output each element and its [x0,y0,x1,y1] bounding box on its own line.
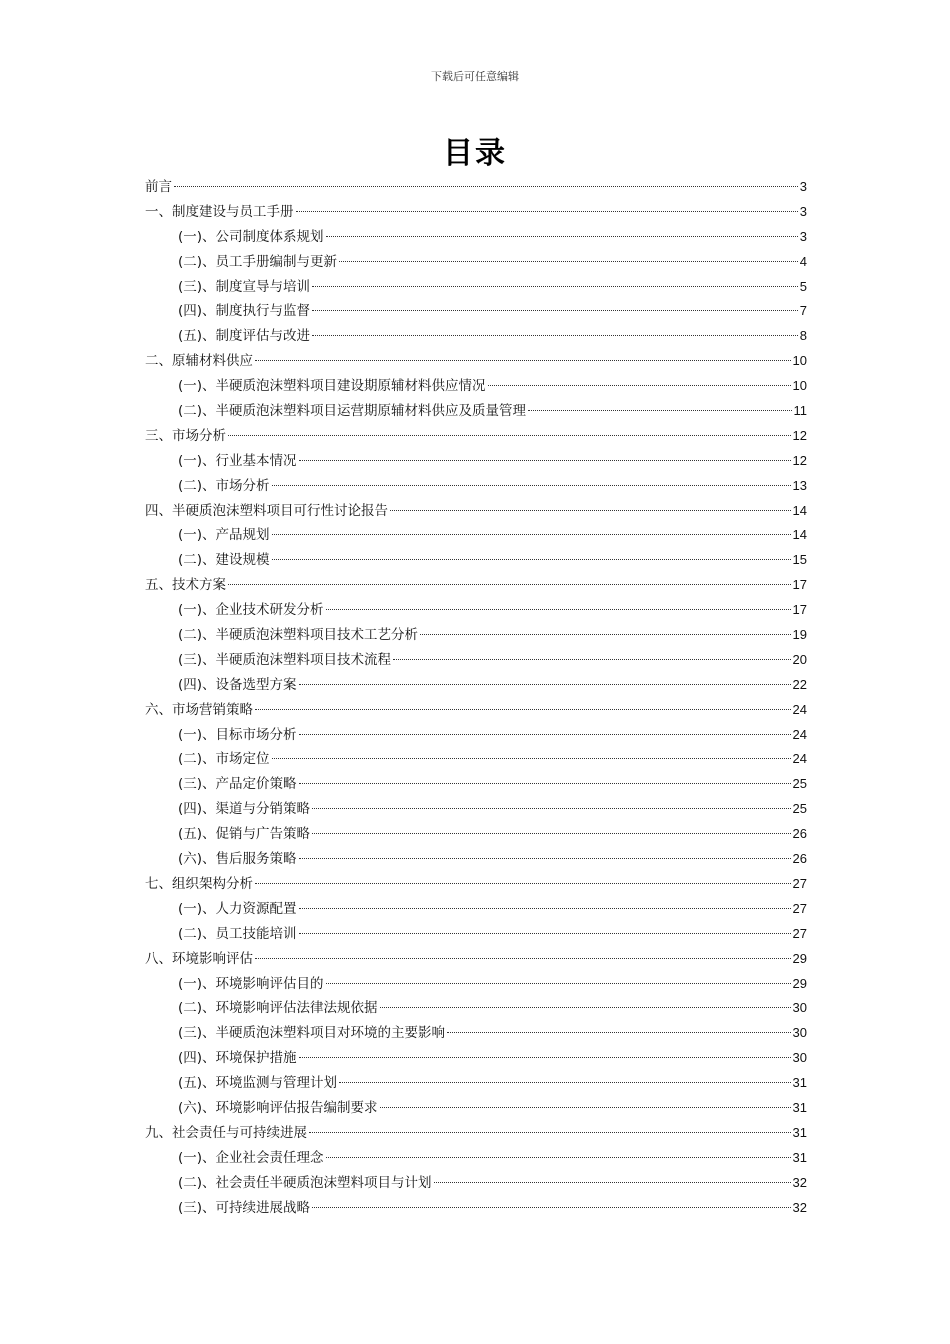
dot-leader [488,385,791,386]
toc-entry-label: (三)、半硬质泡沫塑料项目对环境的主要影响 [178,1025,446,1042]
toc-entry-page-number: 3 [799,179,807,194]
dot-leader [255,709,791,710]
toc-entry-page-number: 26 [792,851,807,867]
toc-entry[interactable] [145,1121,807,1146]
toc-entry-label: 前言 [145,179,172,195]
toc-entry[interactable] [145,922,807,947]
dot-leader [326,609,791,610]
toc-entry-page-number: 31 [792,1124,807,1140]
dot-leader [312,808,790,809]
dot-leader [420,634,790,635]
toc-entry-label: (二)、员工技能培训 [178,925,297,942]
toc-entry-page-number: 30 [792,1000,807,1016]
dot-leader [380,1107,791,1108]
toc-entry-label: (二)、市场分析 [178,477,270,494]
dot-leader [299,734,791,735]
toc-entry-label: (三)、产品定价策略 [178,776,297,793]
toc-entry-page-number: 22 [792,676,807,692]
toc-entry-label: (三)、制度宣导与培训 [178,278,311,295]
toc-entry-page-number: 4 [799,253,807,269]
dot-leader [299,684,791,685]
dot-leader [390,510,791,511]
toc-entry-label: (一)、行业基本情况 [178,452,297,469]
toc-entry[interactable] [145,175,807,200]
toc-entry-label: (五)、促销与广告策略 [178,826,311,843]
dot-leader [299,1057,791,1058]
toc-entry-label: (一)、企业社会责任理念 [178,1149,324,1166]
toc-entry-label: (一)、人力资源配置 [178,900,297,917]
dot-leader [299,858,791,859]
toc-entry[interactable] [145,474,807,499]
toc-entry[interactable] [145,947,807,972]
dot-leader [228,584,791,585]
toc-entry-page-number: 10 [792,353,807,369]
toc-entry[interactable] [145,648,807,673]
toc-entry-label: 五、技术方案 [145,577,226,594]
toc-entry-page-number: 25 [792,801,807,817]
table-of-contents [145,175,807,1220]
toc-entry[interactable] [145,1046,807,1071]
toc-entry[interactable] [145,1171,807,1196]
dot-leader [228,435,791,436]
toc-entry[interactable] [145,698,807,723]
dot-leader [299,908,791,909]
toc-entry[interactable] [145,449,807,474]
toc-entry[interactable] [145,972,807,997]
toc-entry-page-number: 17 [792,577,807,593]
header-note: 下载后可任意编辑 [431,70,519,83]
toc-entry[interactable] [145,996,807,1021]
dot-leader [299,933,791,934]
toc-entry-page-number: 5 [799,278,807,294]
toc-entry-page-number: 31 [792,1099,807,1115]
toc-entry[interactable] [145,573,807,598]
dot-leader [299,783,791,784]
dot-leader [447,1032,790,1033]
toc-entry-label: (二)、半硬质泡沫塑料项目技术工艺分析 [178,627,419,644]
toc-entry-label: (三)、半硬质泡沫塑料项目技术流程 [178,651,392,668]
dot-leader [312,286,798,287]
toc-entry-page-number: 12 [792,427,807,443]
toc-entry-label: 六、市场营销策略 [145,701,253,718]
dot-leader [434,1182,791,1183]
toc-entry-page-number: 20 [792,651,807,667]
dot-leader [326,236,798,237]
toc-entry-page-number: 29 [792,975,807,991]
dot-leader [255,958,791,959]
toc-entry-page-number: 24 [792,701,807,717]
dot-leader [312,335,798,336]
toc-entry-label: (三)、可持续进展战略 [178,1199,311,1216]
dot-leader [174,186,798,187]
toc-entry[interactable] [145,399,807,424]
toc-entry-label: 三、市场分析 [145,427,226,444]
dot-leader [255,883,791,884]
toc-entry[interactable] [145,797,807,822]
toc-entry-page-number: 27 [792,875,807,891]
toc-entry-label: (一)、环境影响评估目的 [178,975,324,992]
toc-entry-label: 四、半硬质泡沫塑料项目可行性讨论报告 [145,502,388,519]
toc-entry-page-number: 27 [792,925,807,941]
toc-entry-page-number: 10 [792,378,807,394]
dot-leader [312,1207,790,1208]
toc-entry-page-number: 14 [792,527,807,543]
dot-leader [272,485,791,486]
toc-entry-page-number: 12 [792,452,807,468]
toc-entry[interactable] [145,1096,807,1121]
dot-leader [326,983,791,984]
toc-entry-label: (二)、社会责任半硬质泡沫塑料项目与计划 [178,1174,432,1191]
toc-entry[interactable] [145,200,807,225]
toc-entry-page-number: 27 [792,900,807,916]
toc-entry-label: (四)、制度执行与监督 [178,303,311,320]
toc-entry-page-number: 26 [792,826,807,842]
toc-entry[interactable] [145,598,807,623]
toc-title: 目录 [443,136,507,171]
toc-entry-page-number: 25 [792,776,807,792]
toc-entry-page-number: 17 [792,602,807,618]
dot-leader [312,833,790,834]
toc-entry[interactable] [145,548,807,573]
dot-leader [309,1132,791,1133]
dot-leader [312,310,798,311]
toc-entry[interactable] [145,847,807,872]
dot-leader [296,211,798,212]
dot-leader [339,1082,790,1083]
toc-entry-label: (一)、企业技术研发分析 [178,602,324,619]
toc-entry-page-number: 31 [792,1075,807,1091]
dot-leader [272,559,791,560]
toc-entry[interactable] [145,747,807,772]
toc-entry-page-number: 7 [799,303,807,319]
toc-entry-page-number: 31 [792,1149,807,1165]
dot-leader [299,460,791,461]
toc-entry[interactable] [145,723,807,748]
dot-leader [380,1007,791,1008]
toc-entry[interactable] [145,523,807,548]
dot-leader [255,360,791,361]
toc-entry[interactable] [145,1071,807,1096]
toc-entry[interactable] [145,623,807,648]
toc-entry-label: (一)、半硬质泡沫塑料项目建设期原辅材料供应情况 [178,378,486,395]
dot-leader [528,410,791,411]
toc-entry-page-number: 11 [793,403,807,419]
toc-entry[interactable] [145,872,807,897]
toc-entry[interactable] [145,772,807,797]
toc-entry-label: (二)、建设规模 [178,552,270,569]
toc-entry-page-number: 32 [792,1174,807,1190]
toc-entry[interactable] [145,897,807,922]
toc-entry-label: 二、原辅材料供应 [145,353,253,370]
toc-entry-label: (四)、设备选型方案 [178,676,297,693]
toc-entry-page-number: 19 [792,627,807,643]
toc-entry-label: (四)、渠道与分销策略 [178,801,311,818]
toc-entry-label: 一、制度建设与员工手册 [145,203,294,220]
toc-entry-page-number: 24 [792,726,807,742]
toc-entry-page-number: 15 [792,552,807,568]
toc-entry[interactable] [145,349,807,374]
toc-entry[interactable] [145,374,807,399]
toc-entry-page-number: 29 [792,950,807,966]
toc-entry-label: (一)、目标市场分析 [178,726,297,743]
toc-entry[interactable] [145,275,807,300]
dot-leader [339,261,798,262]
toc-entry-page-number: 13 [792,477,807,493]
toc-entry[interactable] [145,324,807,349]
toc-entry-page-number: 14 [792,502,807,518]
dot-leader [272,534,791,535]
toc-entry-label: (一)、产品规划 [178,527,270,544]
toc-entry-label: (六)、售后服务策略 [178,851,297,868]
toc-entry[interactable] [145,1146,807,1171]
toc-entry-page-number: 3 [799,203,807,219]
toc-entry-label: (一)、公司制度体系规划 [178,228,324,245]
toc-entry-page-number: 32 [792,1199,807,1215]
toc-entry[interactable] [145,822,807,847]
toc-entry[interactable] [145,673,807,698]
toc-entry-page-number: 24 [792,751,807,767]
toc-entry-label: (二)、员工手册编制与更新 [178,253,338,270]
toc-entry[interactable] [145,1196,807,1221]
toc-entry-label: (二)、半硬质泡沫塑料项目运营期原辅材料供应及质量管理 [178,403,527,420]
toc-entry-label: 八、环境影响评估 [145,950,253,967]
toc-entry-label: (五)、制度评估与改进 [178,328,311,345]
toc-entry[interactable] [145,499,807,524]
toc-entry[interactable] [145,225,807,250]
toc-entry-label: (五)、环境监测与管理计划 [178,1075,338,1092]
toc-entry[interactable] [145,299,807,324]
toc-entry-label: (二)、市场定位 [178,751,270,768]
toc-entry-label: 七、组织架构分析 [145,875,253,892]
toc-entry-label: 九、社会责任与可持续进展 [145,1124,307,1141]
toc-entry[interactable] [145,424,807,449]
toc-entry-label: (二)、环境影响评估法律法规依据 [178,1000,378,1017]
toc-entry-page-number: 30 [792,1050,807,1066]
toc-entry-page-number: 3 [799,228,807,244]
toc-entry-page-number: 30 [792,1025,807,1041]
dot-leader [393,659,790,660]
toc-entry-label: (四)、环境保护措施 [178,1050,297,1067]
toc-entry-label: (六)、环境影响评估报告编制要求 [178,1099,378,1116]
toc-entry[interactable] [145,250,807,275]
toc-entry-page-number: 8 [799,328,807,344]
dot-leader [326,1157,791,1158]
dot-leader [272,758,791,759]
toc-entry[interactable] [145,1021,807,1046]
